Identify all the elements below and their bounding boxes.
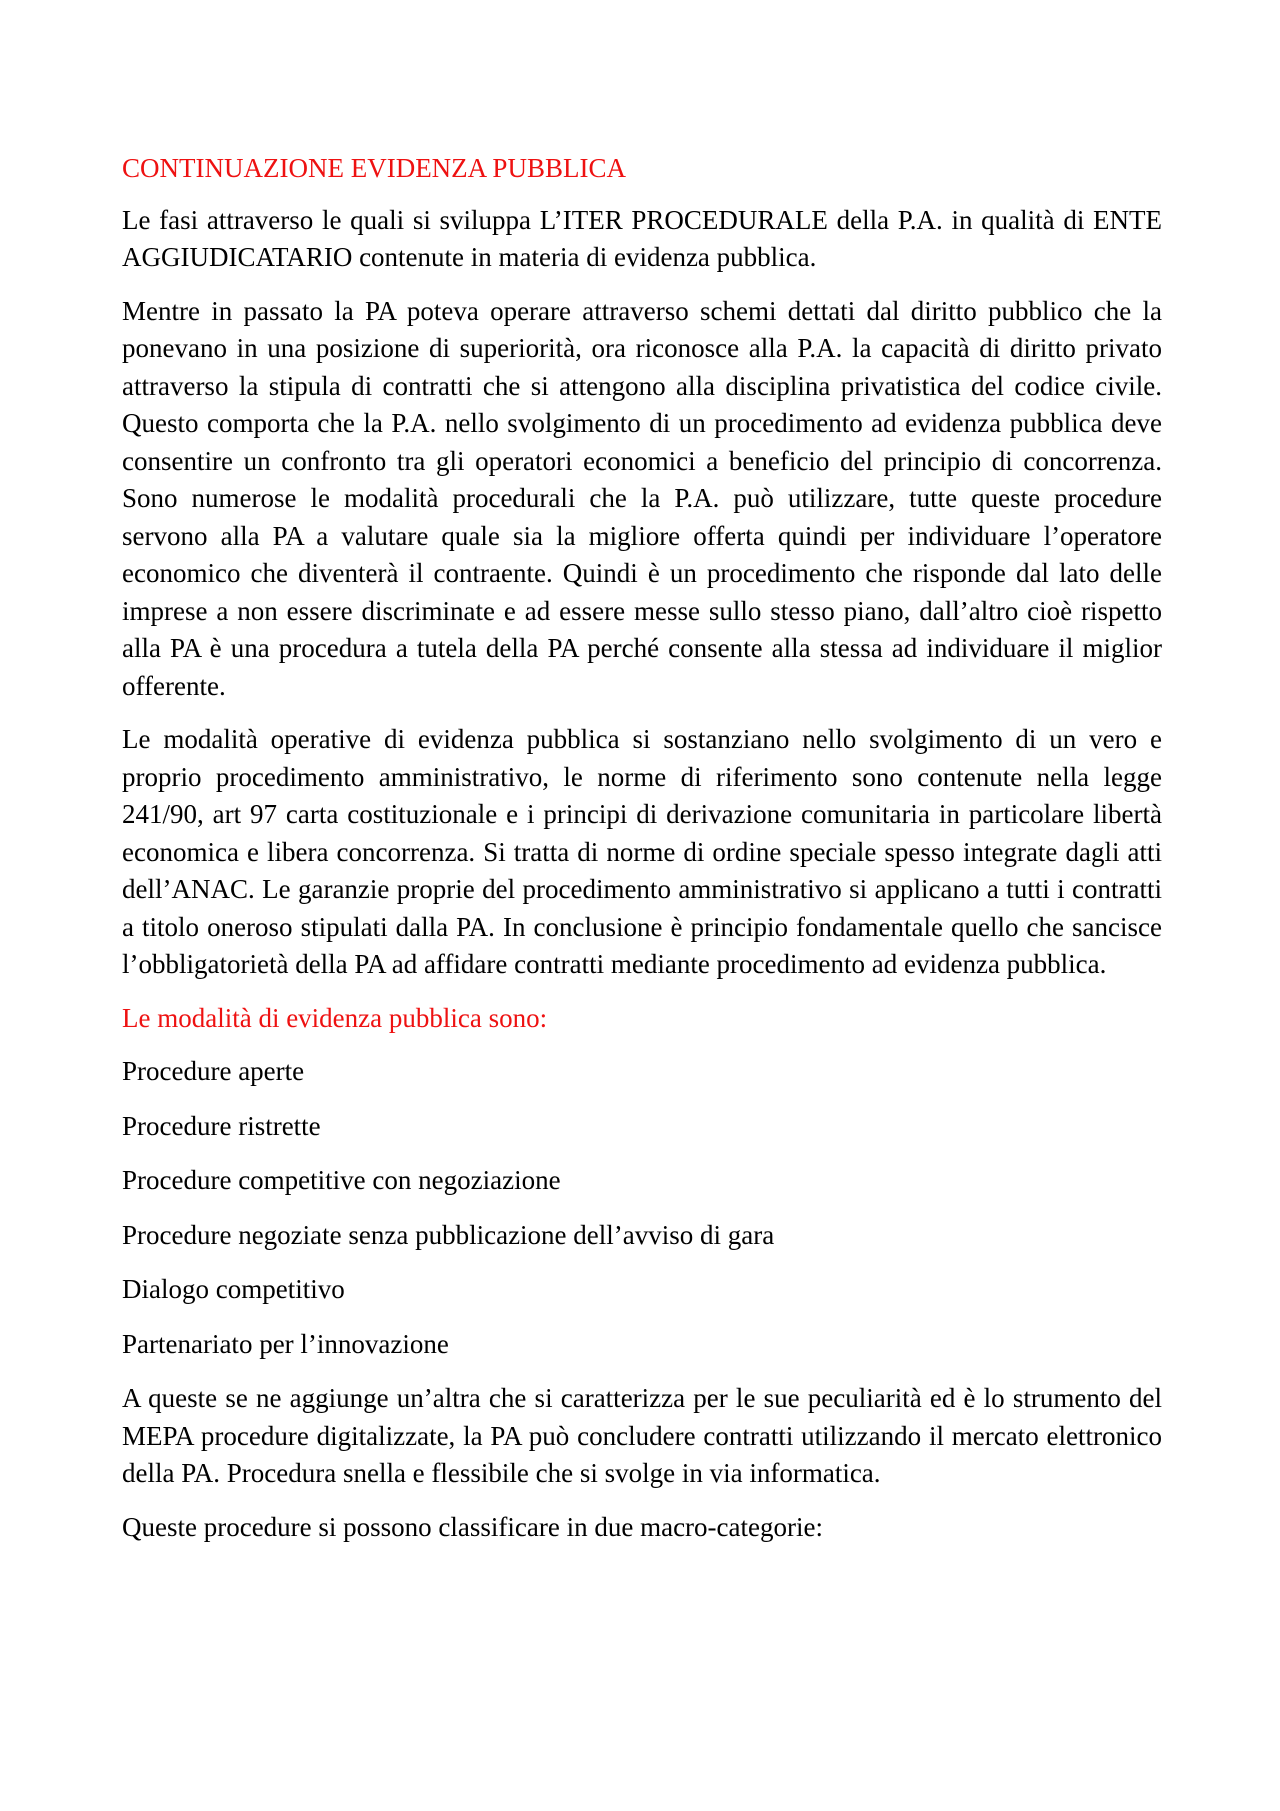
document-title: CONTINUAZIONE EVIDENZA PUBBLICA <box>122 153 626 183</box>
list-item: Procedure negoziate senza pubblicazione dell’avviso di gara <box>122 1219 775 1250</box>
list-item: Procedure ristrette <box>122 1110 321 1141</box>
modalities-heading: Le modalità di evidenza pubblica sono: <box>122 1002 548 1033</box>
closing-line: Queste procedure si possono classificare in due macro-categorie: <box>122 1511 823 1542</box>
paragraph-intro: Le fasi attraverso le quali si sviluppa L’ITER PROCEDURALE della P.A. in qualità di ENTE AGGIUDICATARIO contenute in materia di evidenza pubblica. <box>122 204 1162 272</box>
paragraph-mepa: A queste se ne aggiunge un’altra che si caratterizza per le sue peculiarità ed è lo strumento del MEPA procedure digitalizzate, la PA può concludere contratti utilizzando il mercato elettronico della PA. Procedura snella e flessibile che si svolge in via informatica. <box>122 1383 1162 1488</box>
list-item: Dialogo competitivo <box>122 1274 345 1304</box>
list-item: Procedure competitive con negoziazione <box>122 1165 561 1195</box>
paragraph-operative-modalities: Le modalità operative di evidenza pubblica si sostanziano nello svolgimento di un vero e proprio procedimento amministrativo, le norme di riferimento sono contenute nella legge 241/90, art 97 carta costituzionale e i principi di derivazione comunitaria in particolare libertà economica e libera concorrenza. Si tratta di norme di ordine speciale spesso integrate dagli atti dell’ANAC. Le garanzie proprie del procedimento amministrativo si applicano a tutti i contratti a titolo oneroso stipulati dalla PA. In conclusione è principio fondamentale quello che sancisce l’obbligatorietà della PA ad affidare contratti mediante procedimento ad evidenza pubblica. <box>122 724 1162 979</box>
document-page <box>122 150 1162 1562</box>
list-item: Procedure aperte <box>122 1056 305 1086</box>
modalities-list <box>122 1053 1162 1363</box>
list-item: Partenariato per l’innovazione <box>122 1328 449 1359</box>
paragraph-private-law: Mentre in passato la PA poteva operare attraverso schemi dettati dal diritto pubblico che la ponevano in una posizione di superiorità, ora riconosce alla P.A. la capacità di diritto privato attraverso la stipula di contratti che si attengono alla disciplina privatistica del codice civile. Questo comporta che la P.A. nello svolgimento di un procedimento ad evidenza pubblica deve consentire un confronto tra gli operatori economici a beneficio del principio di concorrenza. Sono numerose le modalità procedurali che la P.A. può utilizzare, tutte queste procedure servono alla PA a valutare quale sia la migliore offerta quindi per individuare l’operatore economico che diventerà il contraente. Quindi è un procedimento che risponde dal lato delle imprese a non essere discriminate e ad essere messe sullo stesso piano, dall’altro cioè rispetto alla PA è una procedura a tutela della PA perché consente alla stessa ad individuare il miglior offerente. <box>122 295 1162 701</box>
